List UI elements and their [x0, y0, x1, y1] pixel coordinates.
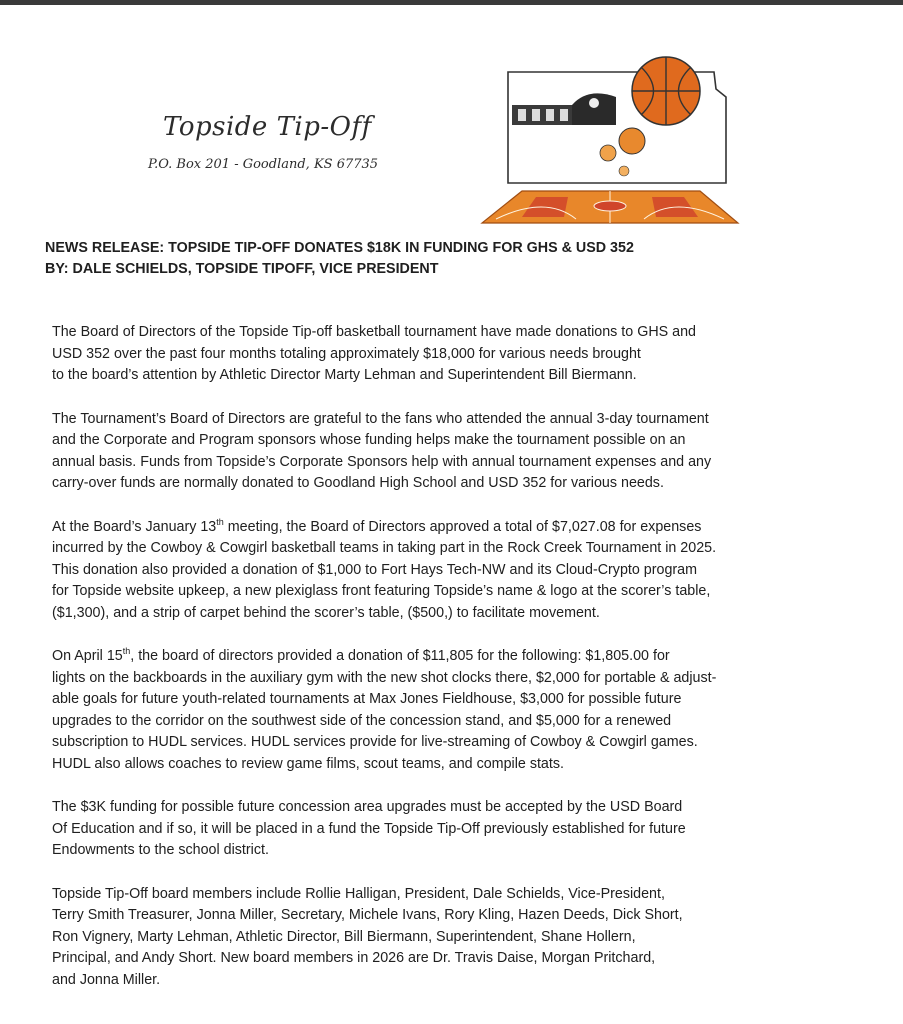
text-line: USD 352 over the past four months totaling approximately $18,000 for various needs brought: [52, 345, 641, 362]
text-line: The $3K funding for possible future concession area upgrades must be accepted by the USD Board: [52, 799, 683, 815]
paragraph-board-members: [52, 884, 872, 992]
release-header: [45, 238, 865, 280]
basketball-court-kansas-logo-icon: [476, 45, 746, 230]
organization-address: P.O. Box 201 - Goodland, KS 67735: [148, 157, 379, 172]
text-line: This donation also provided a donation of $1,000 to Fort Hays Tech-NW and its Cloud-Crypto program: [52, 561, 698, 578]
text-line: [52, 517, 872, 539]
text-line: and Jonna Miller.: [52, 971, 161, 988]
text-line: Of Education and if so, it will be placed in a fund the Topside Tip-Off previously established for future: [52, 820, 686, 837]
text-segment: At the Board’s January 13: [52, 518, 217, 535]
text-line: Principal, and Andy Short. New board members in 2026 are Dr. Travis Daise, Morgan Pritchard,: [52, 950, 656, 966]
text-line: Topside Tip-Off board members include Rollie Halligan, President, Dale Schields, Vice-President,: [52, 885, 665, 902]
text-line: to the board’s attention by Athletic Director Marty Lehman and Superintendent Bill Biermann.: [52, 367, 637, 383]
ordinal-suffix: th: [122, 646, 131, 657]
text-line: upgrades to the corridor on the southwest side of the concession stand, and $5,000 for a renewed: [52, 712, 672, 729]
text-line: Ron Vignery, Marty Lehman, Athletic Director, Bill Biermann, Superintendent, Shane Hollern,: [52, 928, 636, 945]
paragraph-april-donation: [52, 646, 872, 775]
text-segment: meeting, the Board of Directors approved a total of $7,027.08 for expenses: [223, 518, 702, 535]
text-line: The Board of Directors of the Topside Tip-off basketball tournament have made donations to GHS and: [52, 324, 697, 340]
text-line: incurred by the Cowboy & Cowgirl basketball teams in taking part in the Rock Creek Tournament in 2025.: [52, 540, 717, 556]
text-line: for Topside website upkeep, a new plexiglass front featuring Topside’s name & logo at the scorer’s table,: [52, 583, 711, 599]
text-line: The Tournament’s Board of Directors are grateful to the fans who attended the annual 3-day tournament: [52, 410, 709, 427]
text-line: subscription to HUDL services. HUDL services provide for live-streaming of Cowboy & Cowgirl games.: [52, 734, 698, 750]
paragraph-intro: [52, 322, 872, 387]
ordinal-suffix: th: [216, 516, 224, 527]
text-line: HUDL also allows coaches to review game films, scout teams, and compile stats.: [52, 755, 564, 772]
organization-title: Topside Tip-Off: [163, 112, 372, 142]
text-line: able goals for future youth-related tournaments at Max Jones Fieldhouse, $3,000 for possible future: [52, 691, 682, 707]
text-line: and the Corporate and Program sponsors whose funding helps make the tournament possible on an: [52, 432, 686, 448]
text-line: ($1,300), and a strip of carpet behind the scorer’s table, ($500,) to facilitate movement.: [52, 604, 600, 621]
text-line: lights on the backboards in the auxiliary gym with the new shot clocks there, $2,000 for portable & adjust-: [52, 669, 717, 686]
text-line: Terry Smith Treasurer, Jonna Miller, Secretary, Michele Ivans, Rory Kling, Hazen Deeds, Dick Short,: [52, 907, 683, 923]
text-segment: On April 15: [52, 648, 123, 664]
top-border: [0, 0, 903, 5]
article-body: [52, 322, 872, 1013]
text-line: [52, 646, 872, 668]
text-segment: , the board of directors provided a donation of $11,805 for the following: $1,805.00 for: [130, 648, 670, 664]
text-line: annual basis. Funds from Topside’s Corporate Sponsors help with annual tournament expenses and any: [52, 453, 712, 470]
release-byline: BY: DALE SCHIELDS, TOPSIDE TIPOFF, VICE PRESIDENT: [45, 261, 439, 277]
release-headline: NEWS RELEASE: TOPSIDE TIP-OFF DONATES $18K IN FUNDING FOR GHS & USD 352: [45, 240, 634, 256]
paragraph-gratitude: [52, 409, 872, 495]
text-line: carry-over funds are normally donated to Goodland High School and USD 352 for various needs.: [52, 475, 664, 491]
text-line: Endowments to the school district.: [52, 842, 269, 858]
paragraph-january-meeting: [52, 517, 872, 625]
paragraph-concession-funding: [52, 797, 872, 862]
